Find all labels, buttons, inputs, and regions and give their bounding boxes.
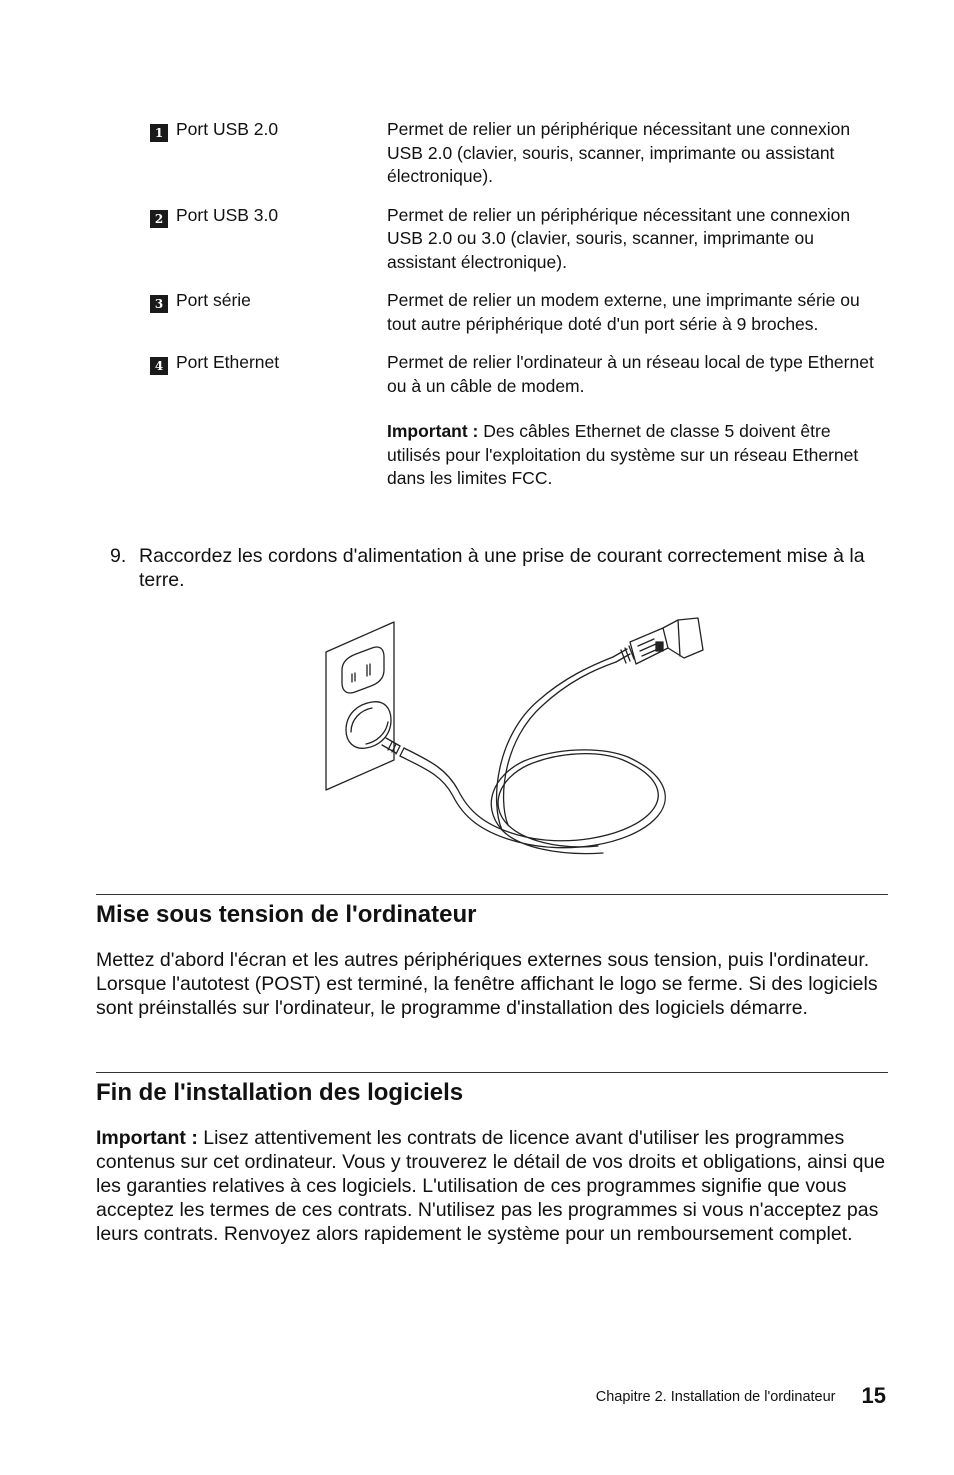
- port-row-serial: [150, 289, 880, 336]
- port-label: [150, 204, 380, 228]
- callout-badge: 1: [150, 124, 168, 142]
- section-body-power-on: Mettez d'abord l'écran et les autres périphériques externes sous tension, puis l'ordinateur. Lorsque l'autotest (POST) est terminé, la fenêtre affichant le logo se ferme. Si des logiciels sont préinstallés sur l'ordinateur, le programme d'installation des logiciels démarre.: [96, 949, 878, 1019]
- port-description: [387, 289, 877, 336]
- port-description-text: Permet de relier un modem externe, une imprimante série ou tout autre périphérique doté d'un port série à 9 broches.: [387, 290, 860, 334]
- port-description-text: Permet de relier l'ordinateur à un réseau local de type Ethernet ou à un câble de modem.: [387, 352, 874, 396]
- connector-slot: [656, 642, 663, 651]
- section-body-software: [96, 1126, 891, 1246]
- port-name: Port USB 3.0: [176, 204, 279, 225]
- port-name: Port série: [176, 290, 251, 310]
- important-body: Lisez attentivement les contrats de licence avant d'utiliser les programmes contenus sur cet ordinateur. Vous y trouverez le détail de vos droits et obligations, ainsi que les garanties relatives à ces logiciels. L'utilisation de ces programmes signifie que vous acceptez les termes de ces contrats. N'utilisez pas les programmes si vous n'acceptez pas leurs contrats. Renvoyez alors rapidement le système pour un remboursement complet.: [96, 1127, 886, 1245]
- port-description: [387, 204, 877, 275]
- outlet-receptacle: [342, 647, 384, 693]
- port-description: [387, 351, 877, 491]
- step-number: 9.: [110, 545, 127, 567]
- power-cord: [504, 662, 616, 825]
- page-footer: [596, 1383, 886, 1409]
- port-row-usb3: [150, 204, 880, 275]
- port-name: Port USB 2.0: [176, 119, 279, 139]
- section-divider: [96, 1072, 888, 1073]
- outlet-slot: [367, 664, 370, 676]
- connector-grip: [638, 639, 658, 656]
- port-description-text: Permet de relier un périphérique nécessitant une connexion USB 2.0 (clavier, souris, scanner, imprimante ou assistant électronique).: [387, 119, 851, 186]
- port-label: [150, 289, 380, 313]
- connector-socket: [663, 618, 703, 658]
- port-description: [387, 118, 877, 189]
- section-divider: [96, 894, 888, 895]
- step-text: Raccordez les cordons d'alimentation à une prise de courant correctement mise à la terre.: [139, 545, 865, 591]
- port-label: [150, 118, 380, 142]
- power-cord: [404, 748, 658, 847]
- port-list: [150, 118, 880, 506]
- important-label: Important :: [387, 421, 479, 441]
- port-label: [150, 351, 380, 375]
- port-row-usb2: [150, 118, 880, 189]
- callout-badge: 2: [150, 210, 168, 228]
- callout-badge: 3: [150, 295, 168, 313]
- section-title-software: Fin de l'installation des logiciels: [96, 1079, 464, 1106]
- chapter-title: Chapitre 2. Installation de l'ordinateur: [595, 1389, 836, 1405]
- power-cord: [497, 657, 613, 830]
- section-title-power-on: Mise sous tension de l'ordinateur: [96, 901, 477, 928]
- important-note-text: Des câbles Ethernet de classe 5 doivent être utilisés pour l'exploitation du système sur un réseau Ethernet dans les limites FCC.: [387, 421, 859, 488]
- important-label: Important :: [96, 1127, 198, 1149]
- connector-socket: [678, 620, 680, 656]
- page-number: 15: [861, 1383, 886, 1408]
- wall-plug-rim: [351, 708, 388, 744]
- power-cord-illustration: [318, 610, 710, 865]
- outlet-slot: [352, 673, 355, 682]
- port-description-text: Permet de relier un périphérique nécessitant une connexion USB 2.0 ou 3.0 (clavier, souris, scanner, imprimante ou assistant électronique).: [387, 204, 851, 272]
- port-row-ethernet: [150, 351, 880, 491]
- port-name: Port Ethernet: [176, 352, 280, 372]
- step-9: [110, 544, 890, 592]
- plug-ribs: [388, 742, 404, 756]
- callout-badge: 4: [150, 357, 168, 375]
- important-note: [387, 420, 877, 491]
